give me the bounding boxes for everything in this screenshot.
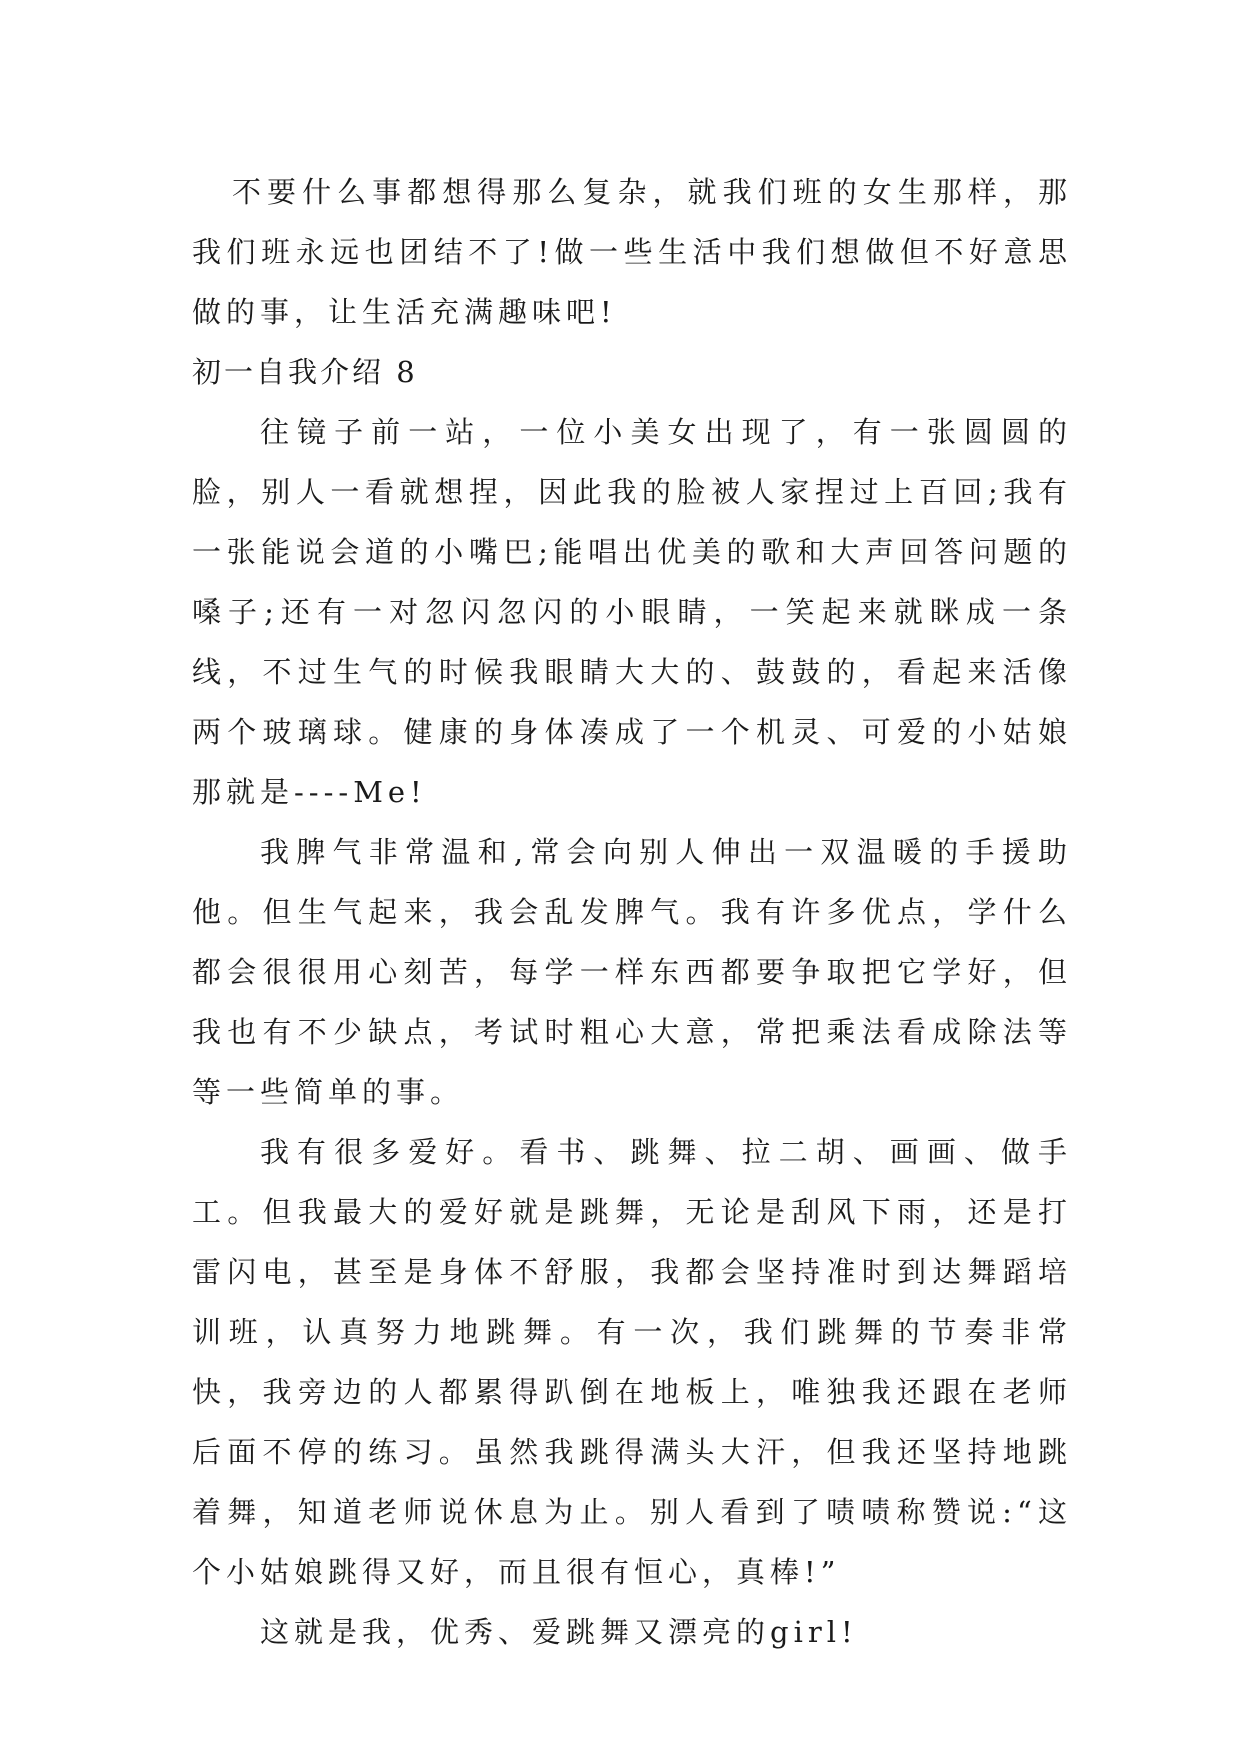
paragraph: 我有很多爱好。看书、跳舞、拉二胡、画画、做手工。但我最大的爱好就是跳舞，无论是刮风下雨，还是打雷闪电，甚至是身体不舒服，我都会坚持准时到达舞蹈培训班，认真努力地跳舞。有一次，我们跳舞的节奏非常快，我旁边的人都累得趴倒在地板上，唯独我还跟在老师后面不停的练习。虽然我跳得满头大汗，但我还坚持地跳着舞，知道老师说休息为止。别人看到了啧啧称赞说:“这个小姑娘跳得又好，而且很有恒心，真棒!” [192, 1135, 1072, 1589]
paragraph: 往镜子前一站，一位小美女出现了，有一张圆圆的脸，别人一看就想捏，因此我的脸被人家捏过上百回;我有一张能说会道的小嘴巴;能唱出优美的歌和大声回答问题的嗓子;还有一对忽闪忽闪的小眼睛，一笑起来就眯成一条线，不过生气的时候我眼睛大大的、鼓鼓的，看起来活像两个玻璃球。健康的身体凑成了一个机灵、可爱的小姑娘那就是----Me! [192, 415, 1072, 809]
paragraph: 不要什么事都想得那么复杂，就我们班的女生那样，那我们班永远也团结不了!做一些生活中我们想做但不好意思做的事，让生活充满趣味吧! [192, 175, 1072, 329]
paragraph: 我脾气非常温和,常会向别人伸出一双温暖的手援助他。但生气起来，我会乱发脾气。我有许多优点，学什么都会很很用心刻苦，每学一样东西都要争取把它学好，但我也有不少缺点，考试时粗心大意，常把乘法看成除法等等一些简单的事。 [192, 835, 1072, 1109]
document-body [192, 162, 1072, 1662]
paragraph: 这就是我，优秀、爱跳舞又漂亮的girl! [260, 1615, 858, 1649]
section-heading: 初一自我介绍 8 [192, 355, 418, 389]
